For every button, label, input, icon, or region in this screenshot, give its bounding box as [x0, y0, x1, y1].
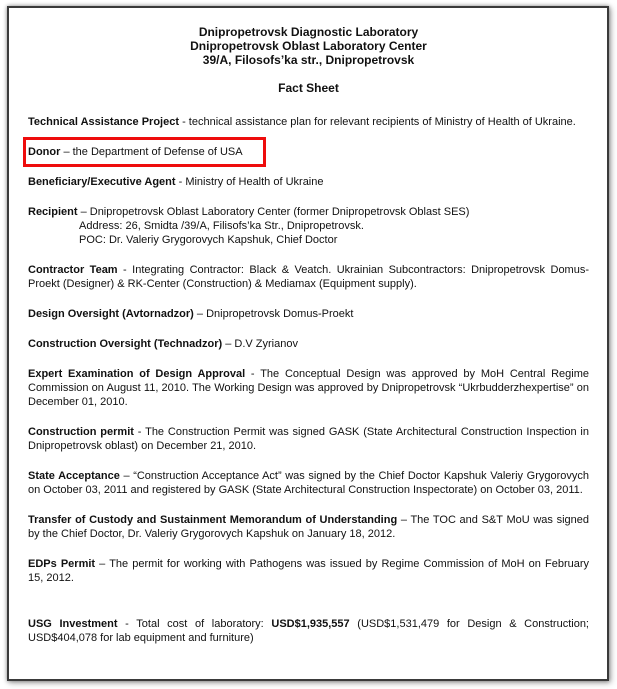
entry-text: USD$1,935,557	[271, 618, 350, 630]
entry-separator: -	[117, 618, 137, 630]
entry-separator: –	[193, 308, 207, 320]
fact-entry-usg-investment	[28, 617, 589, 645]
entry-separator: -	[133, 426, 146, 438]
entry-subline: POC: Dr. Valeriy Grygorovych Kapshuk, Chief Doctor	[79, 234, 338, 246]
header-line-1: Dnipropetrovsk Diagnostic Laboratory	[198, 25, 419, 39]
entry-text: Total cost of laboratory:	[136, 618, 272, 630]
fact-entry-contractor-team	[28, 263, 589, 291]
entry-subline: Address: 26, Smidta /39/A, Filisofs’ka Str., Dnipropetrovsk.	[79, 220, 364, 232]
entry-label: Technical Assistance Project	[28, 116, 180, 128]
entry-label: Recipient	[28, 206, 78, 218]
entry-separator: –	[95, 558, 110, 570]
entry-label: Construction Oversight (Technadzor)	[28, 338, 223, 350]
entry-separator: –	[397, 514, 411, 526]
entry-separator: -	[245, 368, 261, 380]
entry-text: The permit for working with Pathogens was issued by Regime Commission of MoH on February 15, 2012.	[28, 558, 590, 584]
entry-text: the Department of Defense of USA	[72, 146, 243, 158]
entry-text: The Conceptual Design was approved by MoH Central Regime Commission on August 11, 2010. The Working Design was approved by Dnipropetrovsk “Ukrbudderzhexpertise” on December 01, 2010.	[28, 368, 590, 408]
fact-entry-expert-examination-of-design-approval	[28, 367, 589, 409]
document-header	[28, 25, 589, 95]
fact-entry-beneficiary-executive-agent	[28, 175, 589, 189]
entry-separator: –	[119, 470, 134, 482]
fact-entry-recipient	[28, 205, 589, 247]
entry-text: The TOC and S&T MoU was signed by the Chief Doctor, Dr. Valeriy Grygorovych Kapshuk on January 18, 2012.	[28, 514, 589, 540]
entry-text: The Construction Permit was signed GASK (State Architectural Construction Inspection in Dnipropetrovsk oblast) on December 21, 2010.	[28, 426, 589, 452]
entry-label: Design Oversight (Avtornadzor)	[28, 308, 194, 320]
entry-text: “Construction Acceptance Act” was signed by the Chief Doctor Kapshuk Valeriy Grygorovych on October 03, 2011 and registered by GASK (State Architectural Construction Inspectorate) on October 03, 2011.	[28, 470, 589, 496]
entry-separator: –	[60, 146, 73, 158]
entry-separator: -	[175, 176, 186, 188]
fact-entry-state-acceptance	[28, 469, 589, 497]
entry-label: Beneficiary/Executive Agent	[28, 176, 176, 188]
fact-entry-design-oversight	[28, 307, 589, 321]
fact-sheet-body	[28, 115, 589, 645]
fact-entry-donor	[28, 145, 589, 159]
entry-label: Donor	[28, 146, 61, 158]
header-line-3: 39/A, Filosofs’ka str., Dnipropetrovsk	[202, 53, 415, 67]
entry-separator: -	[117, 264, 133, 276]
fact-entry-construction-oversight	[28, 337, 589, 351]
header-line-2: Dnipropetrovsk Oblast Laboratory Center	[190, 39, 427, 53]
entry-text: Ministry of Health of Ukraine	[185, 176, 324, 188]
entry-label: State Acceptance	[28, 470, 120, 482]
donor-highlight-box	[23, 137, 266, 167]
entry-label: Expert Examination of Design Approval	[28, 368, 246, 380]
fact-entry-technical-assistance-project	[28, 115, 589, 129]
document-title: Fact Sheet	[278, 81, 339, 95]
entry-label: Transfer of Custody and Sustainment Memorandum of Understanding	[28, 514, 398, 526]
entry-text: technical assistance plan for relevant recipients of Ministry of Health of Ukraine.	[188, 116, 576, 128]
entry-label: EDPs Permit	[28, 558, 96, 570]
entry-label: Contractor Team	[28, 264, 118, 276]
entry-text: Dnipropetrovsk Oblast Laboratory Center (former Dnipropetrovsk Oblast SES)	[89, 206, 470, 218]
fact-entry-edps-permit	[28, 557, 589, 585]
fact-sheet-page	[7, 6, 609, 681]
entry-text: D.V Zyrianov	[234, 338, 298, 350]
entry-text: (USD$1,531,479 for Design & Construction; USD$404,078 for lab equipment and furniture)	[28, 618, 589, 644]
entry-text: Integrating Contractor: Black & Veatch. Ukrainian Subcontractors: Dnipropetrovsk Domus-Proekt (Designer) & RK-Center (Construction) & Mediamax (Equipment supply).	[28, 264, 590, 290]
fact-entry-transfer-of-custody	[28, 513, 589, 541]
entry-separator: -	[179, 116, 189, 128]
entry-separator: –	[222, 338, 235, 350]
fact-entry-construction-permit	[28, 425, 589, 453]
entry-label: USG Investment	[28, 618, 118, 630]
entry-text: Dnipropetrovsk Domus-Proekt	[206, 308, 354, 320]
entry-label: Construction permit	[28, 426, 134, 438]
entry-separator: –	[77, 206, 90, 218]
